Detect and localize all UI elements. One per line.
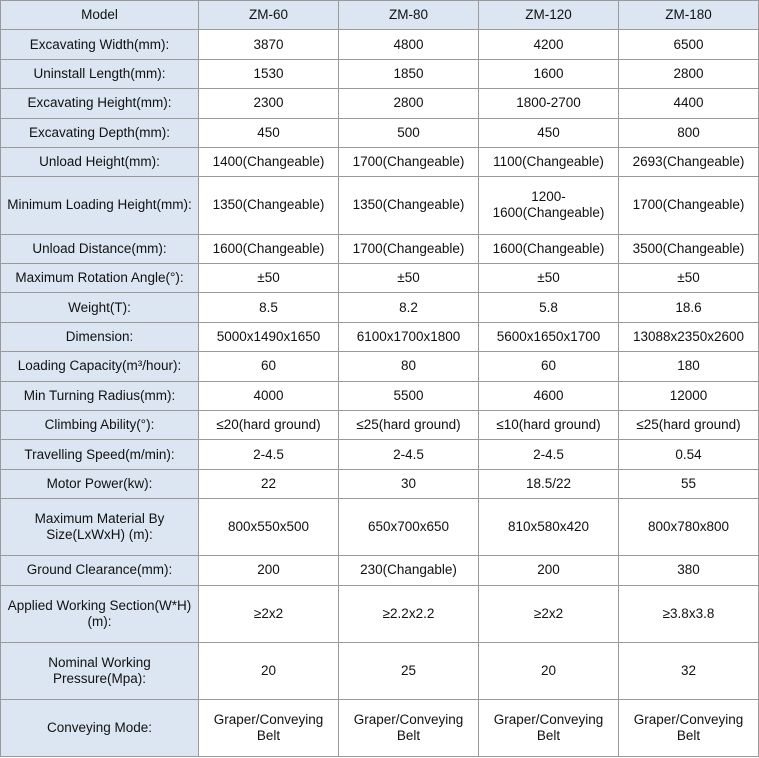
value-cell: ≤25(hard ground) <box>339 410 479 439</box>
spec-table-body <box>1 1 759 757</box>
value-cell: 1200-1600(Changeable) <box>479 177 619 234</box>
value-cell: 2693(Changeable) <box>619 148 759 177</box>
value-cell: 1350(Changeable) <box>339 177 479 234</box>
row-label: Climbing Ability(°): <box>1 410 199 439</box>
row-label: Ground Clearance(mm): <box>1 556 199 585</box>
value-cell: 5.8 <box>479 293 619 322</box>
row-label: Min Turning Radius(mm): <box>1 381 199 410</box>
value-cell: 800x550x500 <box>199 499 339 556</box>
value-cell: 800 <box>619 118 759 147</box>
value-cell: 30 <box>339 469 479 498</box>
value-cell: 2300 <box>199 89 339 118</box>
value-cell: ±50 <box>339 263 479 292</box>
value-cell: 1400(Changeable) <box>199 148 339 177</box>
header-cell-zm-120: ZM-120 <box>479 1 619 30</box>
value-cell: ±50 <box>479 263 619 292</box>
value-cell: 1600 <box>479 59 619 88</box>
row-label: Motor Power(kw): <box>1 469 199 498</box>
value-cell: 5600x1650x1700 <box>479 322 619 351</box>
value-cell: 380 <box>619 556 759 585</box>
value-cell: 3500(Changeable) <box>619 234 759 263</box>
value-cell: 200 <box>479 556 619 585</box>
row-label: Unload Height(mm): <box>1 148 199 177</box>
value-cell: 1700(Changeable) <box>619 177 759 234</box>
value-cell: 6100x1700x1800 <box>339 322 479 351</box>
value-cell: 1700(Changeable) <box>339 148 479 177</box>
value-cell: 18.5/22 <box>479 469 619 498</box>
table-row <box>1 89 759 118</box>
table-row <box>1 381 759 410</box>
value-cell: Graper/Conveying Belt <box>339 699 479 756</box>
table-row <box>1 642 759 699</box>
value-cell: 6500 <box>619 30 759 59</box>
value-cell: 12000 <box>619 381 759 410</box>
value-cell: 4600 <box>479 381 619 410</box>
value-cell: ≥2x2 <box>479 585 619 642</box>
table-row <box>1 352 759 381</box>
row-label: Applied Working Section(W*H)(m): <box>1 585 199 642</box>
table-row <box>1 585 759 642</box>
value-cell: 450 <box>479 118 619 147</box>
value-cell: 1530 <box>199 59 339 88</box>
row-label: Excavating Depth(mm): <box>1 118 199 147</box>
value-cell: 60 <box>199 352 339 381</box>
value-cell: 810x580x420 <box>479 499 619 556</box>
value-cell: 5500 <box>339 381 479 410</box>
value-cell: 13088x2350x2600 <box>619 322 759 351</box>
value-cell: 22 <box>199 469 339 498</box>
header-cell-zm-80: ZM-80 <box>339 1 479 30</box>
value-cell: 1600(Changeable) <box>479 234 619 263</box>
value-cell: Graper/Conveying Belt <box>479 699 619 756</box>
value-cell: 500 <box>339 118 479 147</box>
row-label: Conveying Mode: <box>1 699 199 756</box>
value-cell: 18.6 <box>619 293 759 322</box>
table-row <box>1 499 759 556</box>
value-cell: 2-4.5 <box>199 440 339 469</box>
value-cell: 200 <box>199 556 339 585</box>
value-cell: 1800-2700 <box>479 89 619 118</box>
value-cell: 2-4.5 <box>479 440 619 469</box>
value-cell: 1700(Changeable) <box>339 234 479 263</box>
header-cell-zm-60: ZM-60 <box>199 1 339 30</box>
table-row <box>1 410 759 439</box>
row-label: Uninstall Length(mm): <box>1 59 199 88</box>
value-cell: ≥2x2 <box>199 585 339 642</box>
value-cell: 4200 <box>479 30 619 59</box>
value-cell: 2800 <box>619 59 759 88</box>
value-cell: 0.54 <box>619 440 759 469</box>
value-cell: ≤10(hard ground) <box>479 410 619 439</box>
row-label: Minimum Loading Height(mm): <box>1 177 199 234</box>
header-row <box>1 1 759 30</box>
value-cell: 1600(Changeable) <box>199 234 339 263</box>
row-label: Travelling Speed(m/min): <box>1 440 199 469</box>
value-cell: 25 <box>339 642 479 699</box>
value-cell: 2800 <box>339 89 479 118</box>
table-row <box>1 30 759 59</box>
value-cell: 8.2 <box>339 293 479 322</box>
value-cell: 60 <box>479 352 619 381</box>
value-cell: Graper/Conveying Belt <box>199 699 339 756</box>
row-label: Maximum Material By Size(LxWxH) (m): <box>1 499 199 556</box>
value-cell: 180 <box>619 352 759 381</box>
table-row <box>1 177 759 234</box>
value-cell: 8.5 <box>199 293 339 322</box>
table-row <box>1 59 759 88</box>
value-cell: 20 <box>479 642 619 699</box>
table-row <box>1 440 759 469</box>
table-row <box>1 469 759 498</box>
value-cell: 4800 <box>339 30 479 59</box>
value-cell: 230(Changable) <box>339 556 479 585</box>
value-cell: 4000 <box>199 381 339 410</box>
row-label: Dimension: <box>1 322 199 351</box>
value-cell: 32 <box>619 642 759 699</box>
table-row <box>1 118 759 147</box>
table-row <box>1 556 759 585</box>
value-cell: 1850 <box>339 59 479 88</box>
table-row <box>1 263 759 292</box>
header-cell-model: Model <box>1 1 199 30</box>
row-label: Weight(T): <box>1 293 199 322</box>
table-row <box>1 322 759 351</box>
value-cell: Graper/Conveying Belt <box>619 699 759 756</box>
row-label: Maximum Rotation Angle(°): <box>1 263 199 292</box>
row-label: Nominal Working Pressure(Mpa): <box>1 642 199 699</box>
value-cell: ≤20(hard ground) <box>199 410 339 439</box>
value-cell: 20 <box>199 642 339 699</box>
value-cell: 5000x1490x1650 <box>199 322 339 351</box>
value-cell: 1350(Changeable) <box>199 177 339 234</box>
value-cell: 4400 <box>619 89 759 118</box>
value-cell: 80 <box>339 352 479 381</box>
value-cell: 800x780x800 <box>619 499 759 556</box>
row-label: Loading Capacity(m³/hour): <box>1 352 199 381</box>
value-cell: 650x700x650 <box>339 499 479 556</box>
value-cell: ≤25(hard ground) <box>619 410 759 439</box>
table-row <box>1 234 759 263</box>
value-cell: 2-4.5 <box>339 440 479 469</box>
value-cell: 450 <box>199 118 339 147</box>
table-row <box>1 148 759 177</box>
value-cell: 3870 <box>199 30 339 59</box>
value-cell: ≥3.8x3.8 <box>619 585 759 642</box>
header-cell-zm-180: ZM-180 <box>619 1 759 30</box>
value-cell: ±50 <box>619 263 759 292</box>
value-cell: 1100(Changeable) <box>479 148 619 177</box>
table-row <box>1 699 759 756</box>
row-label: Unload Distance(mm): <box>1 234 199 263</box>
value-cell: ±50 <box>199 263 339 292</box>
row-label: Excavating Width(mm): <box>1 30 199 59</box>
table-row <box>1 293 759 322</box>
value-cell: 55 <box>619 469 759 498</box>
row-label: Excavating Height(mm): <box>1 89 199 118</box>
value-cell: ≥2.2x2.2 <box>339 585 479 642</box>
